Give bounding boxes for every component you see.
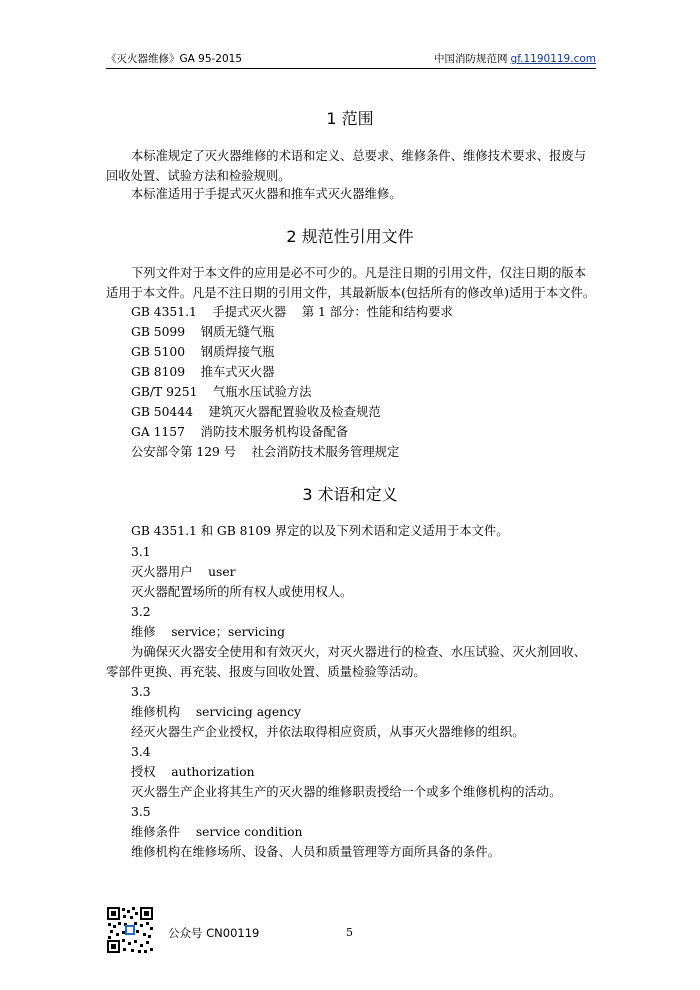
reference-item: GB 50444 建筑灭火器配置验收及检查规范 [131, 405, 381, 419]
reference-item: GA 1157 消防技术服务机构设备配备 [131, 425, 349, 439]
running-header [106, 50, 596, 69]
term-name: 维修条件 service condition [131, 825, 303, 839]
reference-item: GB/T 9251 气瓶水压试验方法 [131, 385, 312, 399]
reference-item: GB 8109 推车式灭火器 [131, 365, 275, 379]
term-definition: 维修机构在维修场所、设备、人员和质量管理等方面所具备的条件。 [131, 845, 500, 859]
reference-item: GB 5099 钢质无缝气瓶 [131, 325, 275, 339]
term-name: 维修 service；servicing [131, 625, 285, 639]
site-name: 中国消防规范网 [434, 53, 508, 65]
term-number: 3.3 [131, 685, 151, 699]
term-number: 3.4 [131, 745, 151, 759]
page-number: 5 [346, 926, 353, 939]
term-definition: 灭火器配置场所的所有权人或使用权人。 [131, 585, 353, 599]
section-1-heading: 1 范围 [326, 109, 374, 128]
site-link[interactable]: gf.1190119.com [510, 53, 596, 65]
term-definition: 经灭火器生产企业授权，并依法取得相应资质，从事灭火器维修的组织。 [131, 725, 525, 739]
document-title: 《灭火器维修》GA 95-2015 [106, 53, 243, 65]
term-definition: 灭火器生产企业将其生产的灭火器的维修职责授给一个或多个维修机构的活动。 [131, 785, 562, 799]
term-definition: 为确保灭火器安全使用和有效灭火，对灭火器进行的检查、水压试验、灭火剂回收、零部件更换、再充装、报废与回收处置、质量检验等活动。 [106, 645, 586, 679]
term-name: 灭火器用户 user [131, 565, 236, 579]
qr-code-icon [106, 906, 154, 954]
term-number: 3.1 [131, 545, 151, 559]
wechat-account: 公众号 CN00119 [168, 926, 260, 940]
reference-item: 公安部令第 129 号 社会消防技术服务管理规定 [131, 445, 400, 459]
site-credit [434, 51, 596, 66]
term-number: 3.2 [131, 605, 151, 619]
term-number: 3.5 [131, 805, 151, 819]
term-name: 授权 authorization [131, 765, 255, 779]
section-3-intro: GB 4351.1 和 GB 8109 界定的以及下列术语和定义适用于本文件。 [131, 524, 509, 538]
section-1-paragraph-2: 本标准适用于手提式灭火器和推车式灭火器维修。 [131, 187, 402, 201]
section-3-heading: 3 术语和定义 [302, 485, 398, 504]
reference-item: GB 4351.1 手提式灭火器 第 1 部分：性能和结构要求 [131, 305, 453, 319]
section-2-heading: 2 规范性引用文件 [286, 227, 414, 246]
reference-item: GB 5100 钢质焊接气瓶 [131, 345, 275, 359]
section-2-paragraph: 下列文件对于本文件的应用是必不可少的。凡是注日期的引用文件，仅注日期的版本适用于本文件。凡是不注日期的引用文件，其最新版本(包括所有的修改单)适用于本文件。 [106, 266, 596, 300]
section-1-paragraph-1: 本标准规定了灭火器维修的术语和定义、总要求、维修条件、维修技术要求、报废与回收处置、试验方法和检验规则。 [106, 149, 586, 183]
term-name: 维修机构 servicing agency [131, 705, 301, 719]
